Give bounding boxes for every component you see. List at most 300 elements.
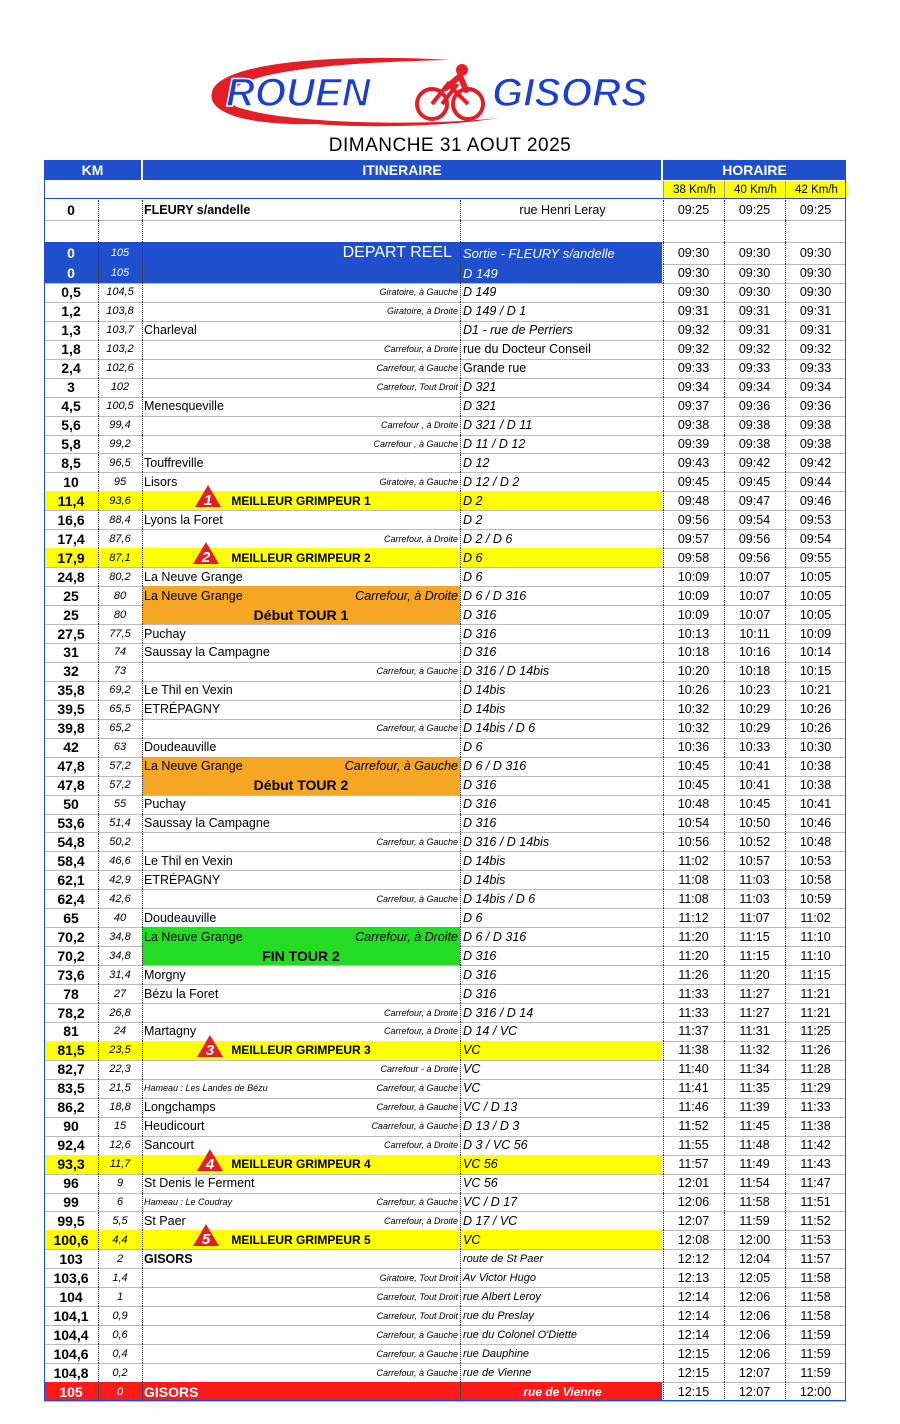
road-name: VC / D 13 xyxy=(463,1100,518,1115)
time-at-speed-3: 10:53 xyxy=(799,853,832,868)
column-divider xyxy=(98,833,99,852)
header-separator xyxy=(44,198,846,199)
column-divider xyxy=(98,1230,99,1249)
km-remaining: 100,5 xyxy=(106,400,134,413)
route-row xyxy=(44,1344,846,1363)
column-divider xyxy=(460,1117,461,1136)
time-at-speed-1: 09:31 xyxy=(677,304,710,319)
column-divider xyxy=(98,662,99,681)
svg-text:1: 1 xyxy=(203,492,213,509)
column-divider xyxy=(98,491,99,510)
route-row xyxy=(44,264,846,283)
place-name xyxy=(142,491,460,510)
column-divider xyxy=(98,264,99,283)
column-divider xyxy=(460,1174,461,1193)
place-name xyxy=(142,1230,460,1249)
km-value: 104,1 xyxy=(53,1307,89,1324)
route-row xyxy=(44,1136,846,1155)
column-divider xyxy=(98,984,99,1003)
column-divider xyxy=(142,378,143,397)
time-at-speed-2: 10:11 xyxy=(739,626,770,641)
column-divider xyxy=(98,1212,99,1231)
time-at-speed-3: 10:46 xyxy=(799,816,832,831)
time-at-speed-3: 12:00 xyxy=(799,1384,832,1399)
column-divider xyxy=(460,378,461,397)
column-divider xyxy=(98,965,99,984)
time-at-speed-3: 09:30 xyxy=(799,246,832,260)
km-value: 78,2 xyxy=(57,1004,85,1021)
km-remaining: 80 xyxy=(113,589,127,602)
column-divider xyxy=(98,567,99,586)
place-name xyxy=(142,567,460,586)
place-name xyxy=(142,454,460,473)
place-name xyxy=(142,681,460,700)
place-label: Hameau : Les Landes de Bézu xyxy=(144,1083,268,1094)
km-remaining: 73 xyxy=(113,665,127,678)
column-divider xyxy=(142,1079,143,1098)
km-value: 62,4 xyxy=(57,890,85,907)
time-at-speed-2: 12:05 xyxy=(738,1270,771,1285)
place-name xyxy=(142,340,460,359)
road-name: D 316 xyxy=(463,986,497,1001)
place-name xyxy=(142,1022,460,1041)
time-at-speed-3: 11:42 xyxy=(800,1138,831,1153)
place-label: Puchay xyxy=(144,626,186,641)
column-divider xyxy=(785,1306,786,1325)
km-remaining: 6 xyxy=(116,1196,124,1209)
place-label: La Neuve Grange xyxy=(144,588,243,603)
time-at-speed-1: 09:56 xyxy=(677,512,710,527)
direction-instruction: Carrefour, Tout Droit xyxy=(376,1310,458,1321)
route-row xyxy=(44,321,846,340)
column-divider xyxy=(724,965,725,984)
column-divider xyxy=(98,681,99,700)
place-name xyxy=(142,965,460,984)
column-divider xyxy=(785,1287,786,1306)
place-name xyxy=(142,472,460,491)
km-value: 54,8 xyxy=(57,833,85,850)
column-divider xyxy=(663,1174,664,1193)
time-at-speed-3: 11:43 xyxy=(800,1157,831,1172)
column-divider xyxy=(785,1249,786,1268)
column-divider xyxy=(460,965,461,984)
column-divider xyxy=(785,1060,786,1079)
place-name xyxy=(142,529,460,548)
time-at-speed-1: 12:14 xyxy=(677,1327,710,1342)
column-divider xyxy=(460,719,461,738)
column-divider xyxy=(98,1003,99,1022)
km-remaining: 102,6 xyxy=(106,362,134,375)
column-divider xyxy=(785,889,786,908)
place-name xyxy=(142,1344,460,1363)
place-label: Morgny xyxy=(144,967,186,982)
route-row xyxy=(44,529,846,548)
column-divider xyxy=(785,1098,786,1117)
place-name xyxy=(142,586,460,605)
column-divider xyxy=(724,624,725,643)
column-divider xyxy=(142,220,143,242)
column-divider xyxy=(460,927,461,946)
time-at-speed-3: 09:30 xyxy=(799,285,832,300)
column-divider xyxy=(724,340,725,359)
route-row xyxy=(44,1325,846,1344)
time-at-speed-3: 10:38 xyxy=(799,778,832,793)
time-at-speed-3: 11:53 xyxy=(800,1232,831,1247)
place-name xyxy=(142,302,460,321)
column-divider xyxy=(663,851,664,870)
time-at-speed-2: 12:04 xyxy=(738,1251,771,1266)
time-at-speed-1: 11:46 xyxy=(678,1100,709,1115)
column-divider xyxy=(98,510,99,529)
column-divider xyxy=(98,605,99,624)
section-label: MEILLEUR GRIMPEUR 1 xyxy=(231,493,371,508)
place-name xyxy=(142,200,460,220)
km-value: 4,5 xyxy=(61,398,81,415)
time-at-speed-2: 10:33 xyxy=(738,740,771,755)
time-at-speed-2: 10:57 xyxy=(738,853,771,868)
place-name xyxy=(142,605,460,624)
time-at-speed-3: 09:25 xyxy=(799,203,832,217)
svg-text:2: 2 xyxy=(201,549,211,566)
column-divider xyxy=(724,1268,725,1287)
road-name: D 6 xyxy=(463,569,483,584)
column-divider xyxy=(724,795,725,814)
column-divider xyxy=(460,283,461,302)
time-at-speed-3: 09:42 xyxy=(799,455,832,470)
route-row xyxy=(44,795,846,814)
km-value: 50 xyxy=(63,796,79,813)
road-name: D 14bis xyxy=(463,853,506,868)
time-at-speed-2: 11:20 xyxy=(739,967,770,982)
route-row xyxy=(44,200,846,220)
direction-instruction: Carrefour, à Droite xyxy=(383,344,458,355)
place-label: ETRÉPAGNY xyxy=(144,702,221,717)
column-divider xyxy=(142,757,143,776)
time-at-speed-3: 11:58 xyxy=(800,1289,831,1304)
place-label: FLEURY s/andelle xyxy=(144,203,251,217)
km-remaining: 4,4 xyxy=(112,1233,128,1246)
column-divider xyxy=(663,605,664,624)
column-divider xyxy=(663,833,664,852)
column-divider xyxy=(460,776,461,795)
column-divider xyxy=(98,776,99,795)
km-value: 47,8 xyxy=(57,758,85,775)
time-at-speed-2: 10:07 xyxy=(738,569,771,584)
column-divider xyxy=(724,814,725,833)
km-remaining: 51,4 xyxy=(109,817,131,830)
column-divider xyxy=(663,359,664,378)
time-at-speed-3: 10:05 xyxy=(799,588,832,603)
time-at-speed-3: 11:59 xyxy=(800,1346,831,1361)
road-name: D 316 xyxy=(463,797,497,812)
km-value: 0 xyxy=(67,202,75,218)
km-value: 53,6 xyxy=(57,815,85,832)
horaire-column-header: HORAIRE xyxy=(663,160,846,180)
column-divider xyxy=(98,1363,99,1382)
route-row xyxy=(44,1363,846,1382)
road-name: D 316 / D 14bis xyxy=(463,834,550,849)
time-at-speed-3: 09:54 xyxy=(799,531,832,546)
time-at-speed-3: 11:57 xyxy=(800,1251,831,1266)
time-at-speed-2: 12:07 xyxy=(738,1365,771,1380)
place-name xyxy=(142,1098,460,1117)
km-remaining: 1,4 xyxy=(112,1271,128,1284)
column-divider xyxy=(785,814,786,833)
column-divider xyxy=(724,738,725,757)
column-divider xyxy=(460,454,461,473)
km-remaining: 87,6 xyxy=(109,532,131,545)
km-value: 86,2 xyxy=(57,1099,85,1116)
direction-instruction: Carrefour - à Droite xyxy=(380,1064,458,1075)
km-value: 27,5 xyxy=(57,625,85,642)
column-divider xyxy=(142,643,143,662)
column-divider xyxy=(663,220,664,242)
column-divider xyxy=(785,321,786,340)
column-divider xyxy=(460,643,461,662)
column-divider xyxy=(142,1117,143,1136)
column-divider xyxy=(460,302,461,321)
column-divider xyxy=(98,719,99,738)
road-name: D 14bis xyxy=(463,872,506,887)
time-at-speed-2: 09:30 xyxy=(738,285,771,300)
time-at-speed-2: 11:15 xyxy=(739,929,770,944)
time-at-speed-1: 11:38 xyxy=(678,1043,709,1058)
road-name: D 14bis / D 6 xyxy=(463,721,536,736)
time-at-speed-1: 11:41 xyxy=(678,1081,709,1096)
column-divider xyxy=(724,927,725,946)
column-divider xyxy=(98,814,99,833)
road-name: D1 - rue de Perriers xyxy=(463,323,573,338)
column-divider xyxy=(98,1117,99,1136)
time-at-speed-1: 12:13 xyxy=(677,1270,710,1285)
column-divider xyxy=(142,302,143,321)
time-at-speed-3: 11:47 xyxy=(800,1176,831,1191)
km-remaining: 23,5 xyxy=(109,1044,131,1057)
time-at-speed-2: 09:54 xyxy=(738,512,771,527)
direction-instruction: Carrefour, à Droite xyxy=(383,1140,458,1151)
km-remaining: 0,9 xyxy=(112,1309,128,1322)
column-divider xyxy=(724,472,725,491)
time-at-speed-1: 10:09 xyxy=(677,588,710,603)
time-at-speed-1: 11:02 xyxy=(678,853,709,868)
time-at-speed-1: 10:18 xyxy=(677,645,710,660)
column-divider xyxy=(98,378,99,397)
km-value: 17,4 xyxy=(57,530,85,547)
column-divider xyxy=(724,1022,725,1041)
route-row xyxy=(44,1212,846,1231)
column-divider xyxy=(663,510,664,529)
direction-instruction: Carrefour, à Gauche xyxy=(376,363,458,374)
route-row xyxy=(44,1174,846,1193)
column-divider xyxy=(663,1382,664,1401)
column-divider xyxy=(460,567,461,586)
column-divider xyxy=(724,643,725,662)
column-divider xyxy=(98,359,99,378)
time-at-speed-1: 11:08 xyxy=(678,891,709,906)
km-value: 47,8 xyxy=(57,777,85,794)
time-at-speed-2: 09:33 xyxy=(738,361,771,376)
km-value: 100,6 xyxy=(53,1231,89,1248)
column-divider xyxy=(98,586,99,605)
column-divider xyxy=(724,833,725,852)
time-at-speed-3: 11:38 xyxy=(800,1119,831,1134)
route-row xyxy=(44,1230,846,1249)
column-divider xyxy=(785,946,786,965)
column-divider xyxy=(460,1041,461,1060)
time-at-speed-2: 11:31 xyxy=(739,1024,770,1039)
time-at-speed-3: 10:26 xyxy=(799,721,832,736)
route-row xyxy=(44,1382,846,1401)
place-name xyxy=(142,1117,460,1136)
time-at-speed-3: 09:38 xyxy=(799,418,832,433)
km-value: 17,9 xyxy=(57,549,85,566)
column-divider xyxy=(142,567,143,586)
time-at-speed-2: 12:06 xyxy=(738,1346,771,1361)
place-name xyxy=(142,738,460,757)
road-name: VC xyxy=(463,1232,481,1247)
place-label: Lisors xyxy=(144,474,178,489)
road-name: D 6 / D 316 xyxy=(463,759,527,774)
km-value: 5,8 xyxy=(61,436,81,453)
place-label: GISORS xyxy=(144,1383,199,1400)
column-divider xyxy=(98,454,99,473)
time-at-speed-1: 09:30 xyxy=(677,285,710,300)
column-divider xyxy=(142,795,143,814)
column-divider xyxy=(785,472,786,491)
column-divider xyxy=(142,624,143,643)
km-remaining: 63 xyxy=(113,741,127,754)
km-remaining: 18,8 xyxy=(109,1101,131,1114)
column-divider xyxy=(142,321,143,340)
column-divider xyxy=(98,870,99,889)
rouen-gisors-logo xyxy=(200,52,680,132)
place-name xyxy=(142,1003,460,1022)
column-divider xyxy=(724,1003,725,1022)
place-name xyxy=(142,1268,460,1287)
time-at-speed-3: 10:14 xyxy=(799,645,832,660)
road-name: D 13 / D 3 xyxy=(463,1119,520,1134)
km-value: 8,5 xyxy=(61,454,81,471)
direction-instruction: Carrefour, à Gauche xyxy=(376,1102,458,1113)
time-at-speed-2: 11:34 xyxy=(739,1062,770,1077)
km-remaining: 40 xyxy=(113,911,127,924)
column-divider xyxy=(142,416,143,435)
column-divider xyxy=(142,946,143,965)
road-name: rue Albert Leroy xyxy=(463,1290,541,1303)
km-value: 81 xyxy=(63,1023,79,1040)
logo-text-gisors: GISORS xyxy=(492,71,648,115)
route-row xyxy=(44,359,846,378)
km-remaining: 2 xyxy=(116,1252,124,1265)
column-divider xyxy=(785,1136,786,1155)
direction-instruction: Giratoire, Tout Droit xyxy=(379,1272,458,1283)
column-divider xyxy=(785,1022,786,1041)
place-label: Sancourt xyxy=(144,1138,195,1153)
column-divider xyxy=(460,757,461,776)
place-label: La Neuve Grange xyxy=(144,569,243,584)
km-value: 92,4 xyxy=(57,1137,85,1154)
column-divider xyxy=(98,1382,99,1401)
column-divider xyxy=(460,870,461,889)
km-remaining: 65,5 xyxy=(109,703,131,716)
time-at-speed-2: 11:54 xyxy=(739,1176,770,1191)
time-at-speed-1: 10:13 xyxy=(677,626,710,641)
column-divider xyxy=(98,435,99,454)
column-divider xyxy=(142,586,143,605)
route-row xyxy=(44,624,846,643)
road-name: D 2 xyxy=(463,493,483,508)
road-name: D 149 xyxy=(463,285,497,300)
column-divider xyxy=(785,586,786,605)
place-label: Menesqueville xyxy=(144,399,224,414)
column-divider xyxy=(98,1193,99,1212)
time-at-speed-2: 10:07 xyxy=(738,607,771,622)
column-divider xyxy=(142,200,143,220)
place-name xyxy=(142,719,460,738)
time-at-speed-2: 11:49 xyxy=(739,1157,770,1172)
time-at-speed-1: 12:14 xyxy=(677,1289,710,1304)
direction-instruction: Carrefour, à Droite xyxy=(383,1026,458,1037)
column-divider xyxy=(98,1060,99,1079)
km-value: 105 xyxy=(59,1383,83,1400)
time-at-speed-2: 09:30 xyxy=(738,246,771,260)
place-label: St Paer xyxy=(144,1213,186,1228)
column-divider xyxy=(785,757,786,776)
column-divider xyxy=(142,1060,143,1079)
time-at-speed-1: 09:57 xyxy=(677,531,710,546)
km-remaining: 31,4 xyxy=(109,968,131,981)
column-divider xyxy=(724,1382,725,1401)
time-at-speed-3: 10:58 xyxy=(799,872,832,887)
km-remaining: 69,2 xyxy=(109,684,131,697)
time-at-speed-1: 11:33 xyxy=(678,1005,709,1020)
route-row xyxy=(44,605,846,624)
column-divider xyxy=(460,1136,461,1155)
place-name xyxy=(142,1155,460,1174)
direction-instruction: Carrefour, à Droite xyxy=(355,588,458,603)
column-divider xyxy=(460,662,461,681)
place-name xyxy=(142,757,460,776)
time-at-speed-3: 11:28 xyxy=(800,1062,831,1077)
column-divider xyxy=(142,681,143,700)
column-divider xyxy=(98,1022,99,1041)
column-divider xyxy=(663,1079,664,1098)
column-divider xyxy=(460,1022,461,1041)
km-remaining: 42,9 xyxy=(109,873,131,886)
km-value: 83,5 xyxy=(57,1080,85,1097)
time-at-speed-1: 10:09 xyxy=(677,607,710,622)
column-divider xyxy=(724,1249,725,1268)
km-value: 65 xyxy=(63,909,79,926)
column-divider xyxy=(724,757,725,776)
route-row xyxy=(44,908,846,927)
km-value: 78 xyxy=(63,985,79,1002)
column-divider xyxy=(724,416,725,435)
place-label: Saussay la Campagne xyxy=(144,645,270,660)
road-name: D 316 / D 14 xyxy=(463,1005,534,1020)
column-divider xyxy=(785,681,786,700)
column-divider xyxy=(724,567,725,586)
column-divider xyxy=(98,757,99,776)
time-at-speed-3: 10:41 xyxy=(799,797,832,812)
column-divider xyxy=(98,1268,99,1287)
column-divider xyxy=(785,662,786,681)
time-at-speed-2: 09:38 xyxy=(738,418,771,433)
column-divider xyxy=(724,529,725,548)
column-divider xyxy=(663,946,664,965)
column-divider xyxy=(142,1344,143,1363)
route-row xyxy=(44,472,846,491)
